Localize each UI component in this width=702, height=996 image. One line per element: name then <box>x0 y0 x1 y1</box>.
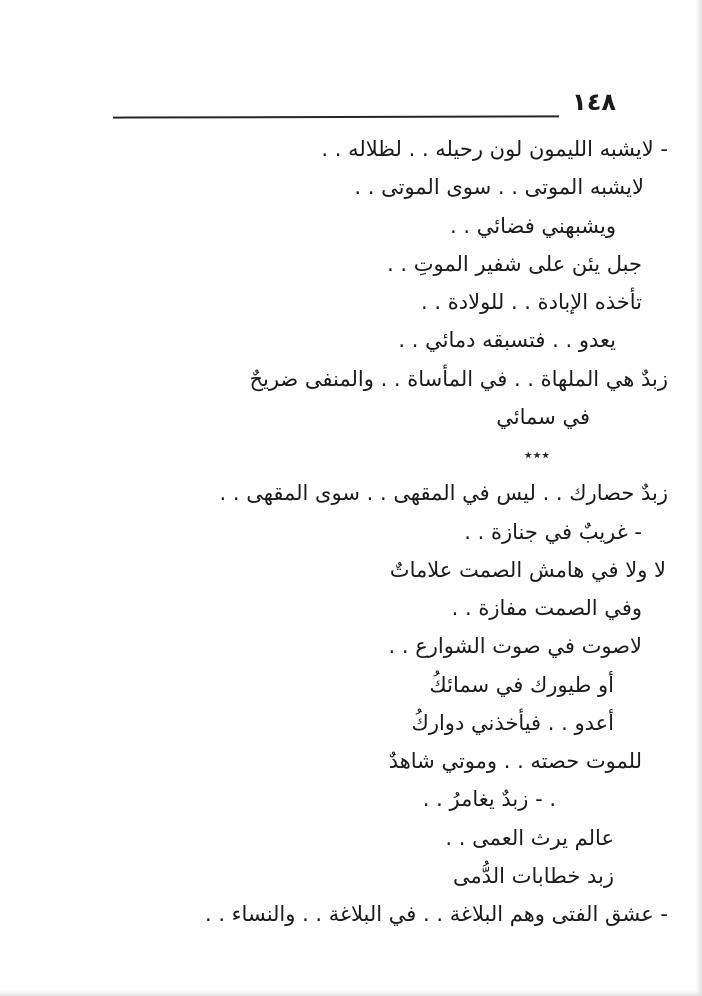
poem-line: عالم يرث العمى . . <box>445 825 614 850</box>
poem-line: لا ولا في هامش الصمت علاماتٌ <box>389 557 666 582</box>
poem-line: لايشبه الموتى . . سوى الموتى . . <box>354 175 644 200</box>
poem-line: ويشبهني فضائي . . <box>450 213 616 238</box>
poem-line: في سمائي <box>496 404 590 429</box>
poem-separator: ٭٭٭ <box>523 445 550 464</box>
page-number: ١٤٨ <box>572 88 616 116</box>
poem-line: - غريبٌ في جنازة . . <box>464 519 642 544</box>
poem-line: وفي الصمت مفازة . . <box>451 596 642 620</box>
poem-line: جبل يئن على شفير الموتِ . . <box>387 251 642 276</box>
poem-line: يعدو . . فتسبقه دمائي . . <box>398 328 616 353</box>
poem-line: زبدٌ حصارك . . ليس في المقهى . . سوى المقهى . . <box>219 481 668 506</box>
poem-line: أو طيورك في سمائكُ <box>429 672 614 697</box>
poem-line: زبدٌ هي الملهاة . . في المأساة . . والمنفى ضريحٌ <box>249 366 668 391</box>
poem-line: للموت حصته . . وموتي شاهدٌ <box>388 749 642 773</box>
poem <box>16 130 668 933</box>
poem-line: - عشق الفتى وهم البلاغة . . في البلاغة . . والنساء . . <box>204 902 668 926</box>
poem-line: لاصوت في صوت الشوارع . . <box>388 634 642 659</box>
scan-edge-right <box>696 0 702 996</box>
poem-line: زبد خطابات الدُّمى <box>453 863 614 888</box>
poem-line: أعدو . . فيأخذني دواركُ <box>411 710 614 735</box>
poem-line: . - زبدٌ يغامرُ . . <box>422 787 556 812</box>
poem-line: - لايشبه الليمون لون رحيله . . لظلاله . . <box>321 137 668 161</box>
scan-edge-bottom <box>0 991 702 996</box>
poem-line: تأخذه الإبادة . . للولادة . . <box>421 290 642 314</box>
header-rule <box>113 115 559 118</box>
